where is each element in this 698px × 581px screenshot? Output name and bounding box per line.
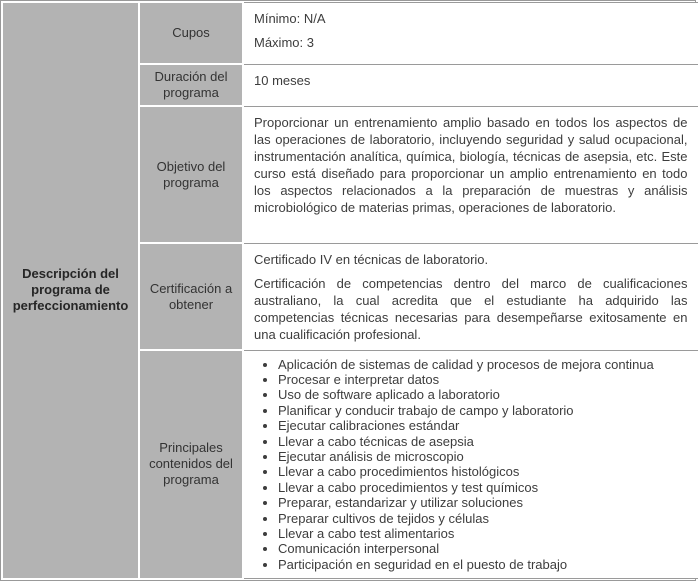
duracion-text: 10 meses xyxy=(254,72,311,88)
row-content-duracion xyxy=(243,64,698,106)
row-label-duracion: Duración del programa xyxy=(139,64,243,106)
row-label-objetivo: Objetivo del programa xyxy=(139,106,243,243)
program-description-table xyxy=(1,1,698,580)
table-row xyxy=(2,2,698,64)
cupos-minimo-text: Mínimo: N/A xyxy=(254,10,326,26)
cupos-maximo-text: Máximo: 3 xyxy=(254,34,314,50)
row-content-objetivo xyxy=(243,106,698,243)
bullet-item: • Llevar a cabo técnicas de asepsia xyxy=(278,434,688,449)
row-content-cupos xyxy=(243,2,698,64)
bullet-item: • Llevar a cabo test alimentarios xyxy=(278,526,688,541)
row-label-contenidos: Principales contenidos del programa xyxy=(139,350,243,579)
bullet-item: • Comunicación interpersonal xyxy=(278,541,688,556)
row-label-cupos: Cupos xyxy=(139,2,243,64)
bullet-item: • Participación en seguridad en el puesto de trabajo xyxy=(278,557,688,572)
row-label-certificacion: Certificación a obtener xyxy=(139,243,243,350)
bullet-item: • Llevar a cabo procedimientos histológicos xyxy=(278,464,688,479)
objetivo-text: Proporcionar un entrenamiento amplio basado en todos los aspectos de las operaciones de laboratorio, incluyendo seguridad y salud ocupacional, instrumentación analítica, química, biología, técnicas de asepsia, etc. Este curso está diseñado para proporcionar un amplio entrenamiento en todo los aspectos relacionados a la preparación de muestras y análisis microbiológico de materias primas, operaciones de laboratorio. xyxy=(254,114,688,215)
bullet-item: • Procesar e interpretar datos xyxy=(278,372,688,387)
certificacion-text-1: Certificado IV en técnicas de laboratorio. xyxy=(254,251,489,267)
bullet-item: • Preparar cultivos de tejidos y células xyxy=(278,511,688,526)
sidebar-header-cell: Descripción del programa de perfeccionamiento xyxy=(2,2,139,579)
contenidos-bullet-list xyxy=(254,357,688,573)
bullet-item: • Ejecutar análisis de microscopio xyxy=(278,449,688,464)
row-content-certificacion xyxy=(243,243,698,350)
bullet-item: • Aplicación de sistemas de calidad y procesos de mejora continua xyxy=(278,357,688,372)
bullet-item: • Planificar y conducir trabajo de campo y laboratorio xyxy=(278,403,688,418)
bullet-item: • Preparar, estandarizar y utilizar soluciones xyxy=(278,495,688,510)
bullet-item: • Llevar a cabo procedimientos y test químicos xyxy=(278,480,688,495)
bullet-item: • Ejecutar calibraciones estándar xyxy=(278,418,688,433)
row-content-contenidos xyxy=(243,350,698,579)
bullet-item: • Uso de software aplicado a laboratorio xyxy=(278,387,688,402)
certificacion-text-2: Certificación de competencias dentro del marco de cualificaciones australiano, la cual acredita que el estudiante ha adquirido las competencias técnicas necesarias para desempeñarse exitosamente en una cualificación profesional. xyxy=(254,275,688,342)
